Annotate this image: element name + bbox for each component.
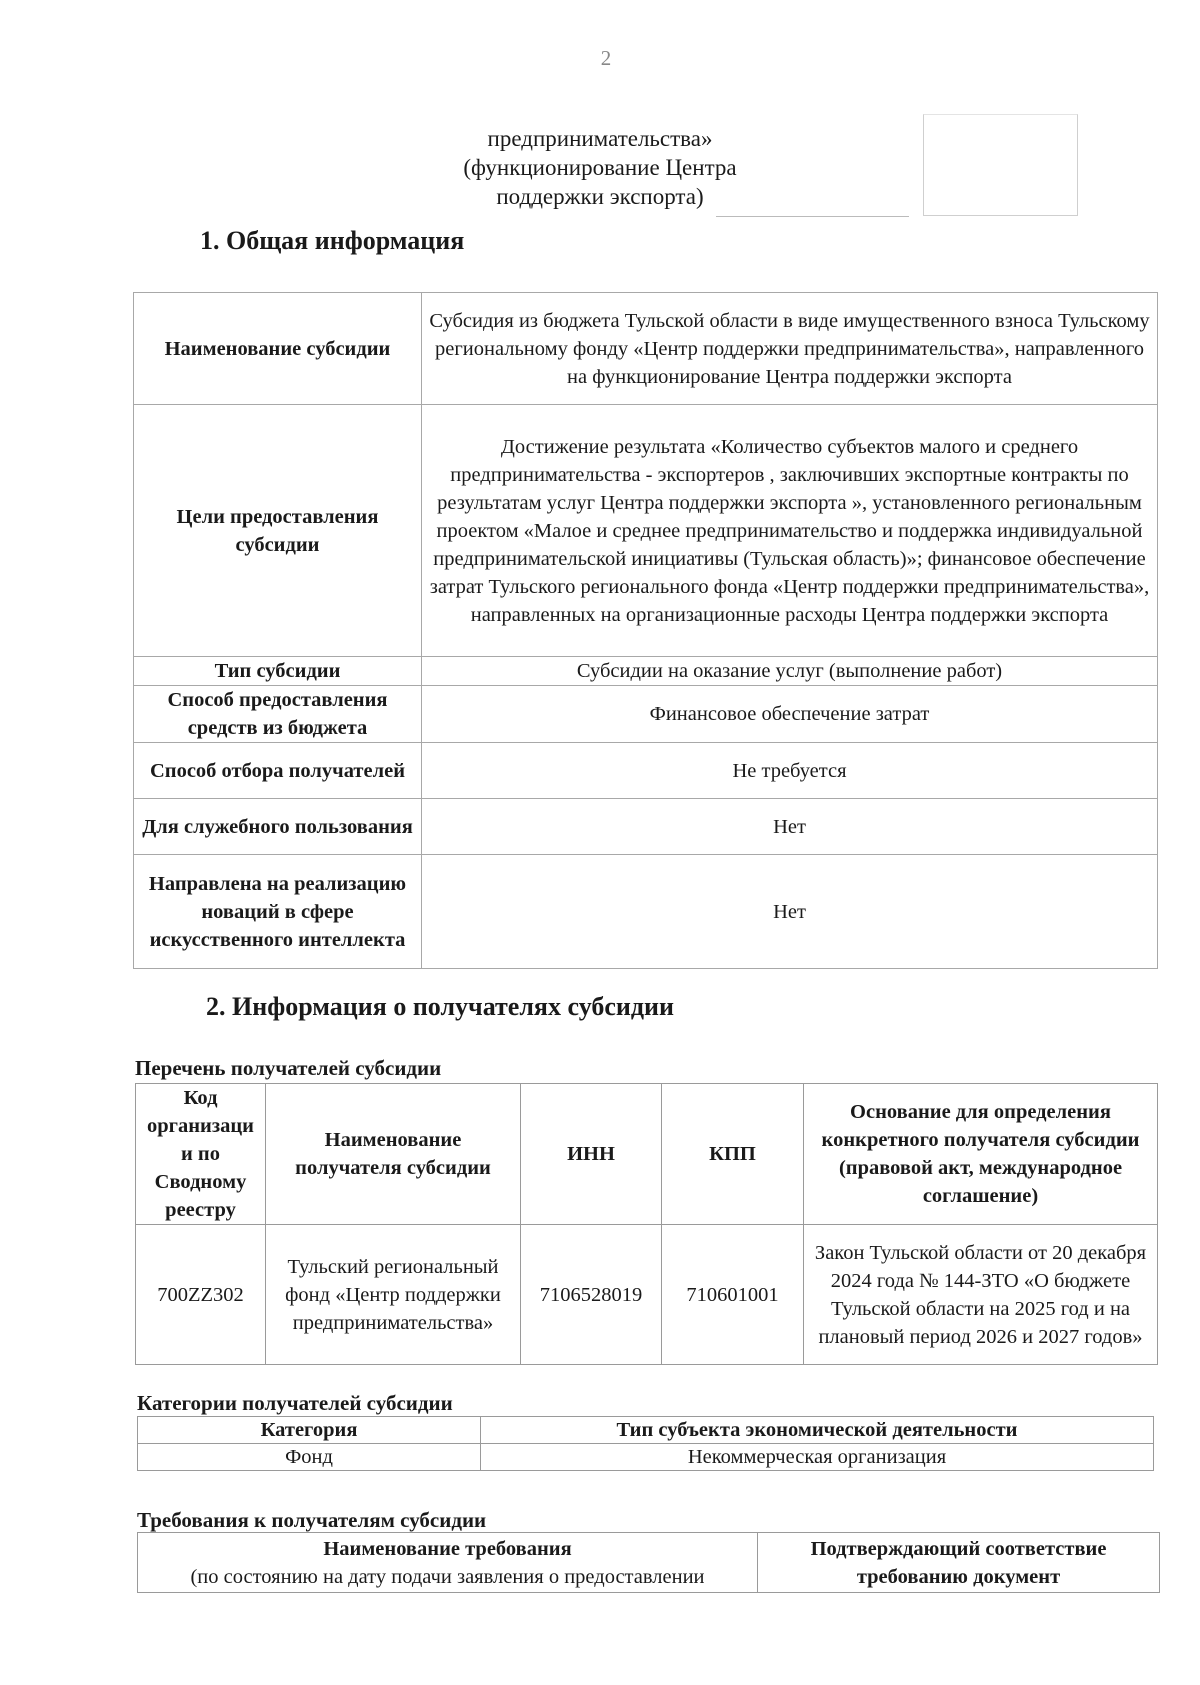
table-cell: 7106528019 (521, 1225, 662, 1365)
table-cell: Некоммерческая организация (481, 1444, 1154, 1471)
table-row (134, 657, 1158, 686)
requirement-name-header (138, 1533, 758, 1593)
section-1-heading: 1. Общая информация (200, 226, 465, 255)
table-row (138, 1444, 1154, 1471)
row-value: Достижение результата «Количество субъектов малого и среднего предпринимательства - экспортеров , заключивших экспортные контракты по результатам услуг Центра поддержки экспорта », установленного региональным проектом «Малое и среднее предпринимательство и поддержка индивидуальной предпринимательской инициативы (Тульская область)»; финансовое обеспечение затрат Тульского регионального фонда «Центр поддержки предпринимательства», направленных на организационные расходы Центра поддержки экспорта (422, 405, 1158, 657)
document-title (380, 124, 820, 211)
table-cell: Фонд (138, 1444, 481, 1471)
row-label: Цели предоставления субсидии (134, 405, 422, 657)
title-line-2: (функционирование Центра (463, 155, 737, 180)
title-underline (716, 216, 909, 217)
column-header: КПП (662, 1084, 804, 1225)
categories-table (137, 1416, 1154, 1471)
row-value: Нет (422, 855, 1158, 969)
general-info-table (133, 292, 1158, 969)
table-row (134, 405, 1158, 657)
table-header-row (138, 1533, 1160, 1593)
requirement-name-title: Наименование требования (323, 1537, 572, 1560)
table-row (134, 855, 1158, 969)
table-row (134, 799, 1158, 855)
categories-caption: Категории получателей субсидии (137, 1391, 453, 1415)
row-label: Способ отбора получателей (134, 743, 422, 799)
row-label: Наименование субсидии (134, 293, 422, 405)
requirement-name-subtitle: (по состоянию на дату подачи заявления о предоставлении (190, 1565, 705, 1588)
table-row (136, 1225, 1158, 1365)
row-label: Способ предоставления средств из бюджета (134, 686, 422, 743)
table-cell: 710601001 (662, 1225, 804, 1365)
column-header: Основание для определения конкретного получателя субсидии (правовой акт, международное соглашение) (804, 1084, 1158, 1225)
table-header-row (138, 1417, 1154, 1444)
section-2-heading: 2. Информация о получателях субсидии (206, 992, 674, 1021)
requirements-caption: Требования к получателям субсидии (137, 1508, 487, 1532)
column-header: ИНН (521, 1084, 662, 1225)
table-row (134, 743, 1158, 799)
table-cell: 700ZZ302 (136, 1225, 266, 1365)
column-header: Код организаци и по Сводному реестру (136, 1084, 266, 1225)
title-line-3: поддержки экспорта) (496, 184, 704, 209)
row-label: Тип субсидии (134, 657, 422, 686)
row-value: Нет (422, 799, 1158, 855)
row-label: Для служебного пользования (134, 799, 422, 855)
row-label: Направлена на реализацию новаций в сфере искусственного интеллекта (134, 855, 422, 969)
page-number: 2 (600, 46, 612, 70)
column-header: Категория (138, 1417, 481, 1444)
row-value: Финансовое обеспечение затрат (422, 686, 1158, 743)
recipients-caption: Перечень получателей субсидии (135, 1056, 442, 1080)
table-cell: Тульский региональный фонд «Центр поддержки предпринимательства» (266, 1225, 521, 1365)
confirming-document-header: Подтверждающий соответствие требованию документ (758, 1533, 1160, 1593)
row-value: Не требуется (422, 743, 1158, 799)
column-header: Наименование получателя субсидии (266, 1084, 521, 1225)
row-value: Субсидии на оказание услуг (выполнение работ) (422, 657, 1158, 686)
stamp-box (923, 114, 1078, 216)
table-header-row (136, 1084, 1158, 1225)
column-header: Тип субъекта экономической деятельности (481, 1417, 1154, 1444)
table-row (134, 293, 1158, 405)
table-cell: Закон Тульской области от 20 декабря 2024 года № 144-ЗТО «О бюджете Тульской области на 2025 год и на плановый период 2026 и 2027 годов» (804, 1225, 1158, 1365)
row-value: Субсидия из бюджета Тульской области в виде имущественного взноса Тульскому региональному фонду «Центр поддержки предпринимательства», направленного на функционирование Центра поддержки экспорта (422, 293, 1158, 405)
title-line-1: предпринимательства» (487, 126, 713, 151)
table-row (134, 686, 1158, 743)
requirements-table (137, 1532, 1160, 1593)
recipients-table (135, 1083, 1158, 1365)
